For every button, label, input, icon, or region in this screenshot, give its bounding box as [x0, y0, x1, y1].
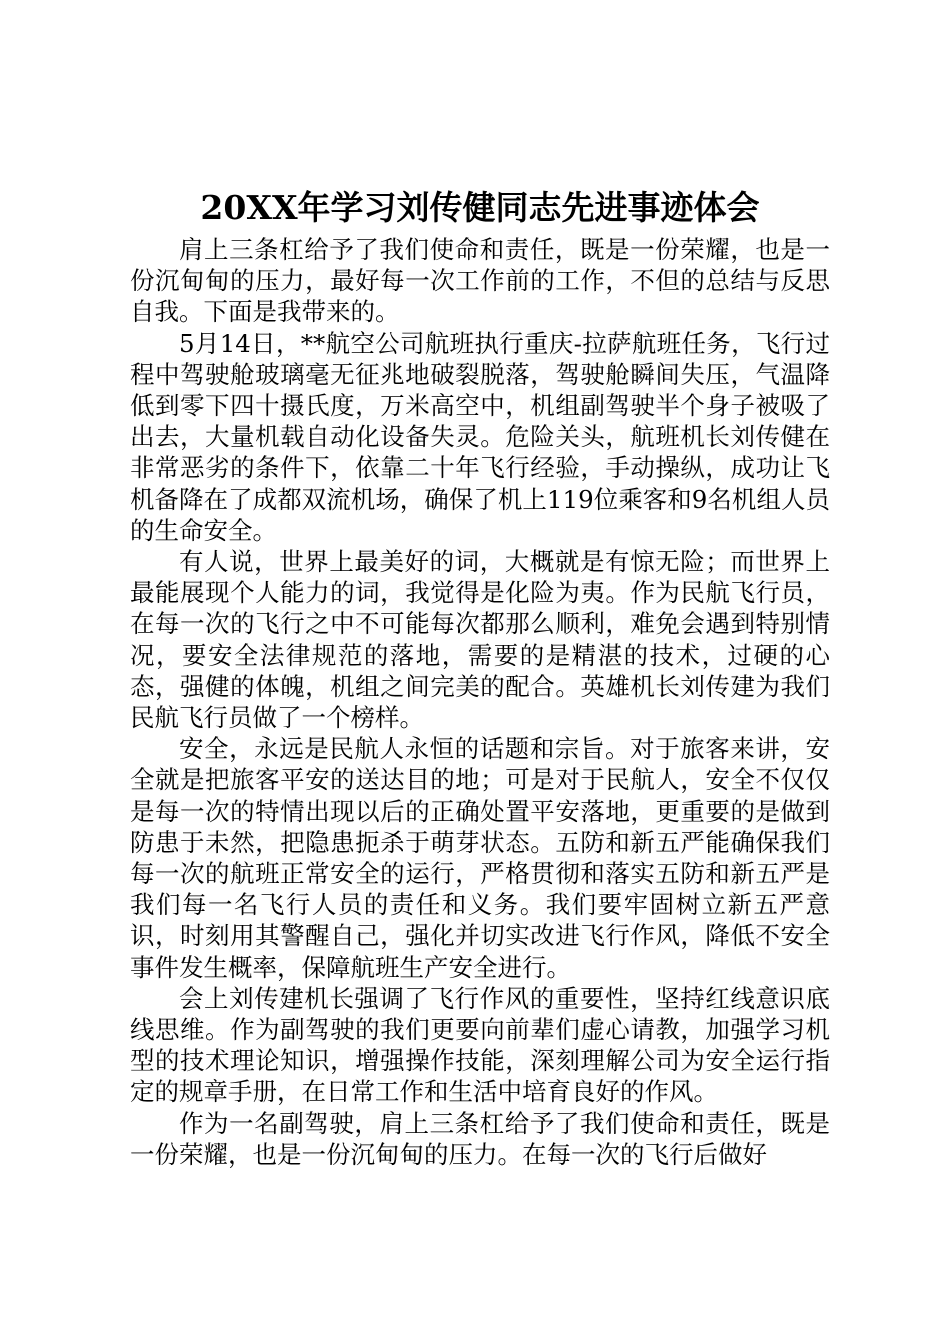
- paragraph-4: 安全，永远是民航人永恒的话题和宗旨。对于旅客来讲，安全就是把旅客平安的送达目的地；可是对于民航人，安全不仅仅是每一次的特情出现以后的正确处置平安落地，更重要的是做到防患于未然，把隐患扼杀于萌芽状态。五防和新五严能确保我们每一次的航班正常安全的运行，严格贯彻和落实五防和新五严是我们每一名飞行人员的责任和义务。我们要牢固树立新五严意识，时刻用其警醒自己，强化并切实改进飞行作风，降低不安全事件发生概率，保障航班生产安全进行。: [130, 734, 830, 982]
- paragraph-6: 作为一名副驾驶，肩上三条杠给予了我们使命和责任，既是一份荣耀，也是一份沉甸甸的压力。在每一次的飞行后做好: [130, 1108, 830, 1169]
- paragraph-2: 5月14日，**航空公司航班执行重庆-拉萨航班任务，飞行过程中驾驶舱玻璃毫无征兆地破裂脱落，驾驶舱瞬间失压，气温降低到零下四十摄氏度，万米高空中，机组副驾驶半个身子被吸了出去，大量机载自动化设备失灵。危险关头，航班机长刘传健在非常恶劣的条件下，依靠二十年飞行经验，手动操纵，成功让飞机备降在了成都双流机场，确保了机上119位乘客和9名机组人员的生命安全。: [130, 328, 830, 545]
- document-body: [130, 234, 830, 1170]
- paragraph-1: 肩上三条杠给予了我们使命和责任，既是一份荣耀，也是一份沉甸甸的压力，最好每一次工作前的工作，不但的总结与反思自我。下面是我带来的。: [130, 235, 830, 327]
- document-title: 20XX年学习刘传健同志先进事迹体会: [200, 188, 760, 227]
- paragraph-3: 有人说，世界上最美好的词，大概就是有惊无险；而世界上最能展现个人能力的词，我觉得是化险为夷。作为民航飞行员，在每一次的飞行之中不可能每次都那么顺利，难免会遇到特别情况，要安全法律规范的落地，需要的是精湛的技术，过硬的心态，强健的体魄，机组之间完美的配合。英雄机长刘传建为我们民航飞行员做了一个榜样。: [130, 547, 830, 733]
- paragraph-5: 会上刘传建机长强调了飞行作风的重要性，坚持红线意识底线思维。作为副驾驶的我们更要向前辈们虚心请教，加强学习机型的技术理论知识，增强操作技能，深刻理解公司为安全运行指定的规章手册，在日常工作和生活中培育良好的作风。: [130, 983, 830, 1107]
